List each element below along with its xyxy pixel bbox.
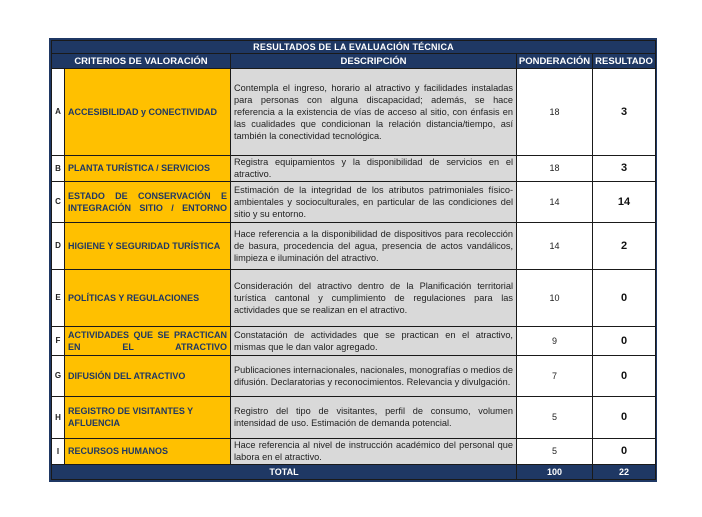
row-ponderacion: 7 [517, 355, 593, 396]
table-row [52, 438, 656, 465]
table-row [52, 269, 656, 326]
header-descripcion: DESCRIPCIÓN [231, 54, 517, 68]
row-letter: A [52, 68, 65, 155]
row-letter: I [52, 438, 65, 465]
row-descripcion: Hace referencia a la disponibilidad de dispositivos para recolección de basura, procedencia del agua, presencia de actos vandálicos, limpieza e iluminación del atractivo. [231, 223, 517, 270]
row-criterio: HIGIENE Y SEGURIDAD TURÍSTICA [65, 223, 231, 270]
total-label: TOTAL [52, 465, 517, 480]
row-letter: E [52, 269, 65, 326]
row-ponderacion: 18 [517, 68, 593, 155]
row-resultado: 3 [593, 68, 656, 155]
table-row [52, 181, 656, 222]
row-resultado: 3 [593, 155, 656, 181]
row-resultado: 0 [593, 397, 656, 438]
row-descripcion: Estimación de la integridad de los atributos patrimoniales físico-ambientales y socioculturales, en particular de las condiciones del sitio y su entorno. [231, 181, 517, 222]
row-ponderacion: 5 [517, 438, 593, 465]
row-ponderacion: 14 [517, 181, 593, 222]
table-row [52, 397, 656, 438]
row-criterio: PLANTA TURÍSTICA / SERVICIOS [65, 155, 231, 181]
table-row [52, 68, 656, 155]
row-letter: F [52, 326, 65, 355]
total-row [52, 465, 656, 480]
table-row [52, 223, 656, 270]
row-resultado: 2 [593, 223, 656, 270]
row-descripcion: Constatación de actividades que se practican en el atractivo, mismas que le dan valor agregado. [231, 326, 517, 355]
row-descripcion: Registra equipamientos y la disponibilidad de servicios en el atractivo. [231, 155, 517, 181]
row-descripcion: Hace referencia al nivel de instrucción académico del personal que labora en el atractivo. [231, 438, 517, 465]
row-resultado: 14 [593, 181, 656, 222]
row-letter: G [52, 355, 65, 396]
row-descripcion: Publicaciones internacionales, nacionales, monografías o medios de difusión. Declaratorias y reconocimientos. Relevancia y divulgación. [231, 355, 517, 396]
row-criterio: ACCESIBILIDAD y CONECTIVIDAD [65, 68, 231, 155]
row-resultado: 0 [593, 438, 656, 465]
row-ponderacion: 10 [517, 269, 593, 326]
row-criterio: ACTIVIDADES QUE SE PRACTICAN EN EL ATRACTIVO [65, 326, 231, 355]
row-ponderacion: 14 [517, 223, 593, 270]
header-resultado: RESULTADO [593, 54, 656, 68]
row-criterio: REGISTRO DE VISITANTES Y AFLUENCIA [65, 397, 231, 438]
row-ponderacion: 18 [517, 155, 593, 181]
total-ponderacion: 100 [517, 465, 593, 480]
table-title: RESULTADOS DE LA EVALUACIÓN TÉCNICA [52, 41, 656, 54]
header-row [52, 54, 656, 68]
row-resultado: 0 [593, 326, 656, 355]
table-row [52, 155, 656, 181]
evaluation-table [51, 40, 656, 480]
header-criterios: CRITERIOS DE VALORACIÓN [52, 54, 231, 68]
row-resultado: 0 [593, 355, 656, 396]
evaluation-table-frame [49, 38, 657, 482]
table-row [52, 355, 656, 396]
row-criterio: RECURSOS HUMANOS [65, 438, 231, 465]
table-title-row [52, 41, 656, 54]
row-criterio: ESTADO DE CONSERVACIÓN E INTEGRACIÓN SITIO / ENTORNO [65, 181, 231, 222]
header-ponderacion: PONDERACIÓN [517, 54, 593, 68]
row-ponderacion: 9 [517, 326, 593, 355]
row-resultado: 0 [593, 269, 656, 326]
row-criterio: DIFUSIÓN DEL ATRACTIVO [65, 355, 231, 396]
row-descripcion: Registro del tipo de visitantes, perfil de consumo, volumen intensidad de uso. Estimación de demanda potencial. [231, 397, 517, 438]
total-resultado: 22 [593, 465, 656, 480]
row-letter: D [52, 223, 65, 270]
row-letter: B [52, 155, 65, 181]
row-descripcion: Consideración del atractivo dentro de la Planificación territorial turística cantonal y cumplimiento de regulaciones para las actividades que se realizan en el atractivo. [231, 269, 517, 326]
row-ponderacion: 5 [517, 397, 593, 438]
row-descripcion: Contempla el ingreso, horario al atractivo y facilidades instaladas para personas con alguna discapacidad; además, se hace referencia a la existencia de vías de acceso al sitio, con énfasis en las cualidades que condicionan la relación distancia/tiempo, así también la conectividad tecnológica. [231, 68, 517, 155]
row-criterio: POLÍTICAS Y REGULACIONES [65, 269, 231, 326]
table-row [52, 326, 656, 355]
row-letter: C [52, 181, 65, 222]
row-letter: H [52, 397, 65, 438]
